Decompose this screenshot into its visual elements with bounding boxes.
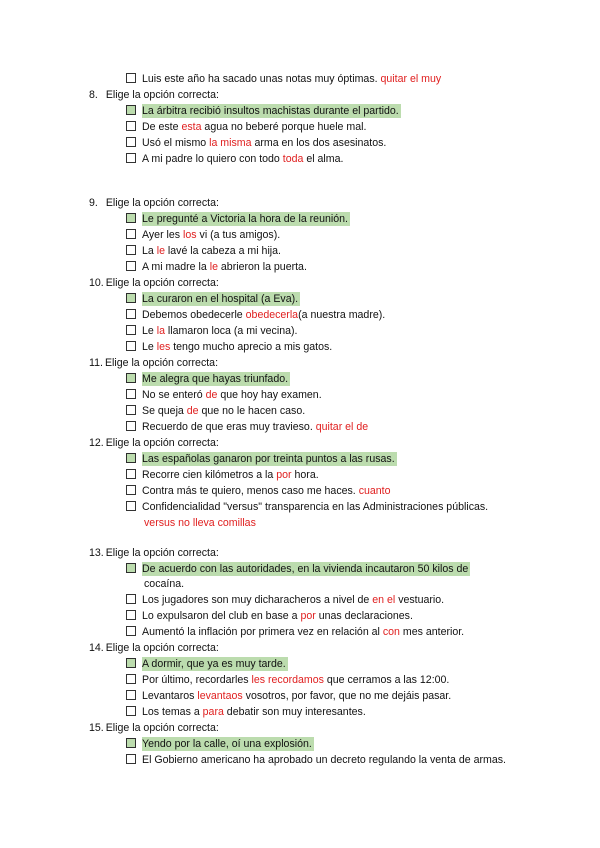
answer-option — [126, 229, 280, 243]
correction-text: quitar el de — [315, 421, 369, 433]
answer-option — [126, 706, 366, 720]
text-segment: (a nuestra madre). — [298, 309, 386, 321]
correct-option — [126, 213, 350, 227]
checkbox-icon[interactable] — [126, 341, 136, 351]
question-text: Elige la opción correcta: — [104, 357, 219, 369]
answer-option — [126, 754, 506, 768]
text-segment: debatir son muy interesantes. — [223, 706, 366, 718]
correction-text: le — [156, 245, 165, 257]
text-segment: Se queja — [142, 405, 187, 417]
checkbox-icon[interactable] — [126, 389, 136, 399]
text-segment: agua no beberé porque huele mal. — [201, 121, 367, 133]
answer-option — [126, 389, 322, 403]
question-text: Elige la opción correcta: — [105, 277, 219, 289]
text-segment: lavé la cabeza a mi hija. — [164, 245, 281, 257]
checkbox-icon[interactable] — [126, 501, 136, 511]
question-heading — [89, 547, 219, 561]
text-segment: Lo expulsaron del club en base a — [142, 610, 301, 622]
option-text — [142, 229, 280, 241]
checkbox-icon[interactable] — [126, 421, 136, 431]
question-text: Elige la opción correcta: — [105, 89, 219, 101]
question-number: 13. — [89, 547, 104, 559]
text-segment: vestuario. — [395, 594, 445, 606]
checkbox-icon[interactable] — [126, 373, 136, 383]
text-segment: Le pregunté a Victoria la hora de la reunión. — [142, 213, 348, 225]
question-text: Elige la opción correcta: — [105, 197, 219, 209]
correction-text: levantaos — [197, 690, 243, 702]
question-number: 12. — [89, 437, 104, 449]
text-segment: hora. — [291, 469, 319, 481]
correction-text: por — [276, 469, 292, 481]
text-segment: A dormir, que ya es muy tarde. — [142, 658, 286, 670]
checkbox-icon[interactable] — [126, 626, 136, 636]
option-text — [144, 517, 256, 529]
checkbox-icon[interactable] — [126, 229, 136, 239]
checkbox-icon[interactable] — [126, 706, 136, 716]
question-number: 11. — [89, 357, 103, 369]
question-number: 9. — [89, 197, 98, 209]
text-segment: A mi padre lo quiero con todo — [142, 153, 283, 165]
text-segment: vosotros, por favor, que no me dejáis pasar. — [242, 690, 452, 702]
checkbox-icon[interactable] — [126, 153, 136, 163]
option-text — [142, 73, 441, 85]
answer-option — [126, 421, 368, 435]
text-segment: Contra más te quiero, menos caso me haces. — [142, 485, 359, 497]
text-segment: vi (a tus amigos). — [196, 229, 281, 241]
option-text — [142, 706, 366, 718]
text-segment: Los jugadores son muy dicharacheros a nivel de — [142, 594, 373, 606]
answer-option — [126, 610, 413, 624]
text-segment: La — [142, 245, 157, 257]
option-text — [142, 594, 444, 606]
option-text — [142, 292, 300, 306]
checkbox-icon[interactable] — [126, 121, 136, 131]
correct-option — [126, 105, 401, 119]
text-segment: Luis este año ha sacado unas notas muy óptimas. — [142, 73, 381, 85]
text-segment: Le — [142, 325, 157, 337]
checkbox-icon[interactable] — [126, 563, 136, 573]
correction-text: para — [202, 706, 224, 718]
question-heading — [89, 277, 219, 291]
answer-option — [126, 245, 281, 259]
question-text: Elige la opción correcta: — [105, 437, 219, 449]
checkbox-icon[interactable] — [126, 469, 136, 479]
option-continuation — [144, 578, 184, 592]
option-text — [142, 754, 506, 766]
answer-option — [126, 153, 343, 167]
question-heading — [89, 89, 219, 103]
correction-text: con — [382, 626, 400, 638]
text-segment: El Gobierno americano ha aprobado un decreto regulando la venta de armas. — [142, 754, 506, 766]
text-segment: No se enteró — [142, 389, 206, 401]
option-text — [142, 562, 470, 576]
correction-text: les — [156, 341, 171, 353]
correction-text: toda — [282, 153, 304, 165]
option-text — [142, 372, 290, 386]
text-segment: Me alegra que hayas triunfado. — [142, 373, 289, 385]
option-text — [142, 657, 288, 671]
answer-option — [126, 485, 391, 499]
answer-option — [126, 121, 366, 135]
question-heading — [89, 642, 219, 656]
text-segment: Aumentó la inflación por primera vez en relación al — [142, 626, 383, 638]
checkbox-icon[interactable] — [126, 213, 136, 223]
checkbox-icon[interactable] — [126, 405, 136, 415]
checkbox-icon[interactable] — [126, 738, 136, 748]
question-text: Elige la opción correcta: — [105, 722, 219, 734]
checkbox-icon[interactable] — [126, 293, 136, 303]
option-text — [142, 137, 386, 149]
option-text — [142, 245, 281, 257]
correction-text: esta — [181, 121, 202, 133]
question-number: 15. — [89, 722, 104, 734]
option-text — [142, 452, 397, 466]
answer-option — [126, 469, 319, 483]
option-continuation — [144, 517, 256, 531]
option-text — [144, 578, 184, 590]
option-text — [142, 610, 413, 622]
answer-option — [126, 325, 297, 339]
question-text: Elige la opción correcta: — [105, 547, 219, 559]
correction-text: los — [183, 229, 197, 241]
checkbox-icon[interactable] — [126, 690, 136, 700]
text-segment: Los temas a — [142, 706, 203, 718]
answer-option — [126, 73, 441, 87]
correction-text: cuanto — [358, 485, 391, 497]
text-segment: Ayer les — [142, 229, 184, 241]
checkbox-icon[interactable] — [126, 309, 136, 319]
option-text — [142, 341, 332, 353]
question-heading — [89, 437, 219, 451]
option-text — [142, 121, 366, 133]
correct-option — [126, 738, 314, 752]
answer-option — [126, 501, 488, 515]
checkbox-icon[interactable] — [126, 658, 136, 668]
text-segment: abrieron la puerta. — [217, 261, 307, 273]
checkbox-icon[interactable] — [126, 105, 136, 115]
option-text — [142, 212, 350, 226]
answer-option — [126, 261, 307, 275]
option-text — [142, 690, 451, 702]
text-segment: unas declaraciones. — [315, 610, 413, 622]
text-segment: arma en los dos asesinatos. — [251, 137, 387, 149]
correction-text: de — [186, 405, 199, 417]
option-text — [142, 405, 305, 417]
checkbox-icon[interactable] — [126, 453, 136, 463]
text-segment: La árbitra recibió insultos machistas durante el partido. — [142, 105, 399, 117]
option-text — [142, 261, 307, 273]
answer-option — [126, 341, 332, 355]
checkbox-icon[interactable] — [126, 754, 136, 764]
checkbox-icon[interactable] — [126, 261, 136, 271]
checkbox-icon[interactable] — [126, 137, 136, 147]
text-segment: que hoy hay examen. — [217, 389, 322, 401]
text-segment: La curaron en el hospital (a Eva). — [142, 293, 299, 305]
correction-text: quitar el muy — [380, 73, 442, 85]
text-segment: tengo mucho aprecio a mis gatos. — [170, 341, 333, 353]
text-segment: Levantaros — [142, 690, 198, 702]
text-segment: De acuerdo con las autoridades, en la vivienda incautaron 50 kilos de — [142, 563, 469, 575]
correct-option — [126, 658, 288, 672]
correction-text: le — [209, 261, 218, 273]
question-heading — [89, 722, 219, 736]
question-text: Elige la opción correcta: — [105, 642, 219, 654]
text-segment: De este — [142, 121, 182, 133]
text-segment: el alma. — [303, 153, 344, 165]
answer-option — [126, 309, 385, 323]
correction-text: por — [300, 610, 316, 622]
option-text — [142, 674, 449, 686]
text-segment: Las españolas ganaron por treinta puntos a las rusas. — [142, 453, 395, 465]
option-text — [142, 309, 385, 321]
correct-option — [126, 563, 470, 577]
text-segment: que cerramos a las 12:00. — [323, 674, 450, 686]
checkbox-icon[interactable] — [126, 245, 136, 255]
text-segment: cocaína. — [144, 578, 185, 590]
option-text — [142, 104, 401, 118]
correction-text: la — [156, 325, 165, 337]
correction-text: la misma — [209, 137, 252, 149]
correction-text: en el — [372, 594, 396, 606]
text-segment: Yendo por la calle, oí una explosión. — [142, 738, 312, 750]
correction-text: les recordamos — [251, 674, 324, 686]
option-text — [142, 325, 297, 337]
answer-option — [126, 137, 386, 151]
text-segment: Usó el mismo — [142, 137, 210, 149]
text-segment: Confidencialidad "versus" transparencia en las Administraciones públicas. — [142, 501, 489, 513]
option-text — [142, 501, 488, 513]
option-text — [142, 421, 368, 433]
text-segment: A mi madre la — [142, 261, 210, 273]
checkbox-icon[interactable] — [126, 325, 136, 335]
correct-option — [126, 453, 397, 467]
text-segment: llamaron loca (a mi vecina). — [164, 325, 298, 337]
question-heading — [89, 357, 218, 371]
checkbox-icon[interactable] — [126, 594, 136, 604]
answer-option — [126, 594, 444, 608]
answer-option — [126, 674, 449, 688]
answer-option — [126, 690, 451, 704]
checkbox-icon[interactable] — [126, 610, 136, 620]
checkbox-icon[interactable] — [126, 73, 136, 83]
option-text — [142, 485, 391, 497]
answer-option — [126, 405, 305, 419]
option-text — [142, 469, 319, 481]
correct-option — [126, 293, 300, 307]
question-number: 10. — [89, 277, 104, 289]
option-text — [142, 389, 322, 401]
text-segment: mes anterior. — [399, 626, 465, 638]
question-heading — [89, 197, 219, 211]
checkbox-icon[interactable] — [126, 674, 136, 684]
correction-text: versus no lleva comillas — [144, 517, 256, 529]
correction-text: de — [205, 389, 218, 401]
text-segment: que no le hacen caso. — [198, 405, 306, 417]
option-text — [142, 737, 314, 751]
checkbox-icon[interactable] — [126, 485, 136, 495]
option-text — [142, 626, 464, 638]
question-number: 8. — [89, 89, 98, 101]
question-number: 14. — [89, 642, 104, 654]
answer-option — [126, 626, 464, 640]
text-segment: Recorre cien kilómetros a la — [142, 469, 277, 481]
correct-option — [126, 373, 290, 387]
text-segment: Le — [142, 341, 157, 353]
correction-text: obedecerla — [245, 309, 299, 321]
text-segment: Recuerdo de que eras muy travieso. — [142, 421, 316, 433]
text-segment: Por último, recordarles — [142, 674, 252, 686]
option-text — [142, 153, 343, 165]
text-segment: Debemos obedecerle — [142, 309, 246, 321]
